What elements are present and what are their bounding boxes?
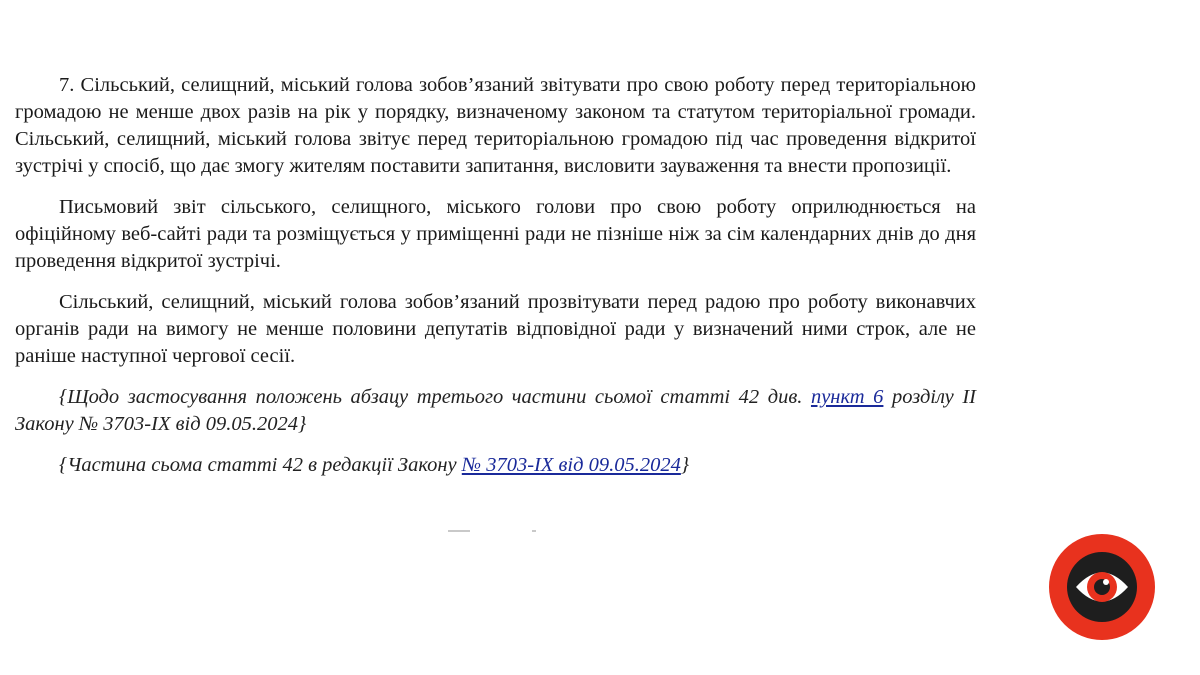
eye-icon — [1049, 534, 1155, 640]
note-text-after: } — [680, 454, 690, 476]
link-punkt-6[interactable]: пункт 6 — [810, 386, 884, 408]
faded-text-fragment — [448, 530, 538, 533]
paragraph-executive-report: Сільський, селищний, міський голова зобов’язаний прозвітувати перед радою про роботу виконавчих органів ради на вимогу не менше половини депутатів відповідної ради у визначений ними строк, але не раніше наступної чергової сесії. — [15, 291, 976, 367]
document-body — [15, 72, 976, 493]
eye-logo — [1049, 534, 1155, 640]
editorial-note-application — [15, 384, 976, 438]
note-text-after: розділу II Закону № 3703-IX від 09.05.2024} — [15, 386, 976, 435]
editorial-note-revision — [15, 452, 976, 479]
note-text-before: {Щодо застосування положень абзацу третього частини сьомої статті 42 див. — [59, 386, 811, 408]
note-text-before: {Частина сьома статті 42 в редакції Закону — [59, 454, 462, 476]
paragraph-written-report: Письмовий звіт сільського, селищного, міського голови про свою роботу оприлюднюється на офіційному веб-сайті ради та розміщується у приміщенні ради не пізніше ніж за сім календарних днів до дня проведення відкритої зустрічі. — [15, 196, 976, 272]
link-law-3703-ix[interactable]: № 3703-IX від 09.05.2024 — [461, 454, 681, 476]
paragraph-part-7: 7. Сільський, селищний, міський голова зобов’язаний звітувати про свою роботу перед територіальною громадою не менше двох разів на рік у порядку, визначеному законом та статутом територіальної громади. Сільський, селищний, міський голова звітує перед територіальною громадою під час проведення відкритої зустрічі у спосіб, що дає змогу жителям поставити запитання, висловити зауваження та внести пропозиції. — [15, 74, 976, 177]
